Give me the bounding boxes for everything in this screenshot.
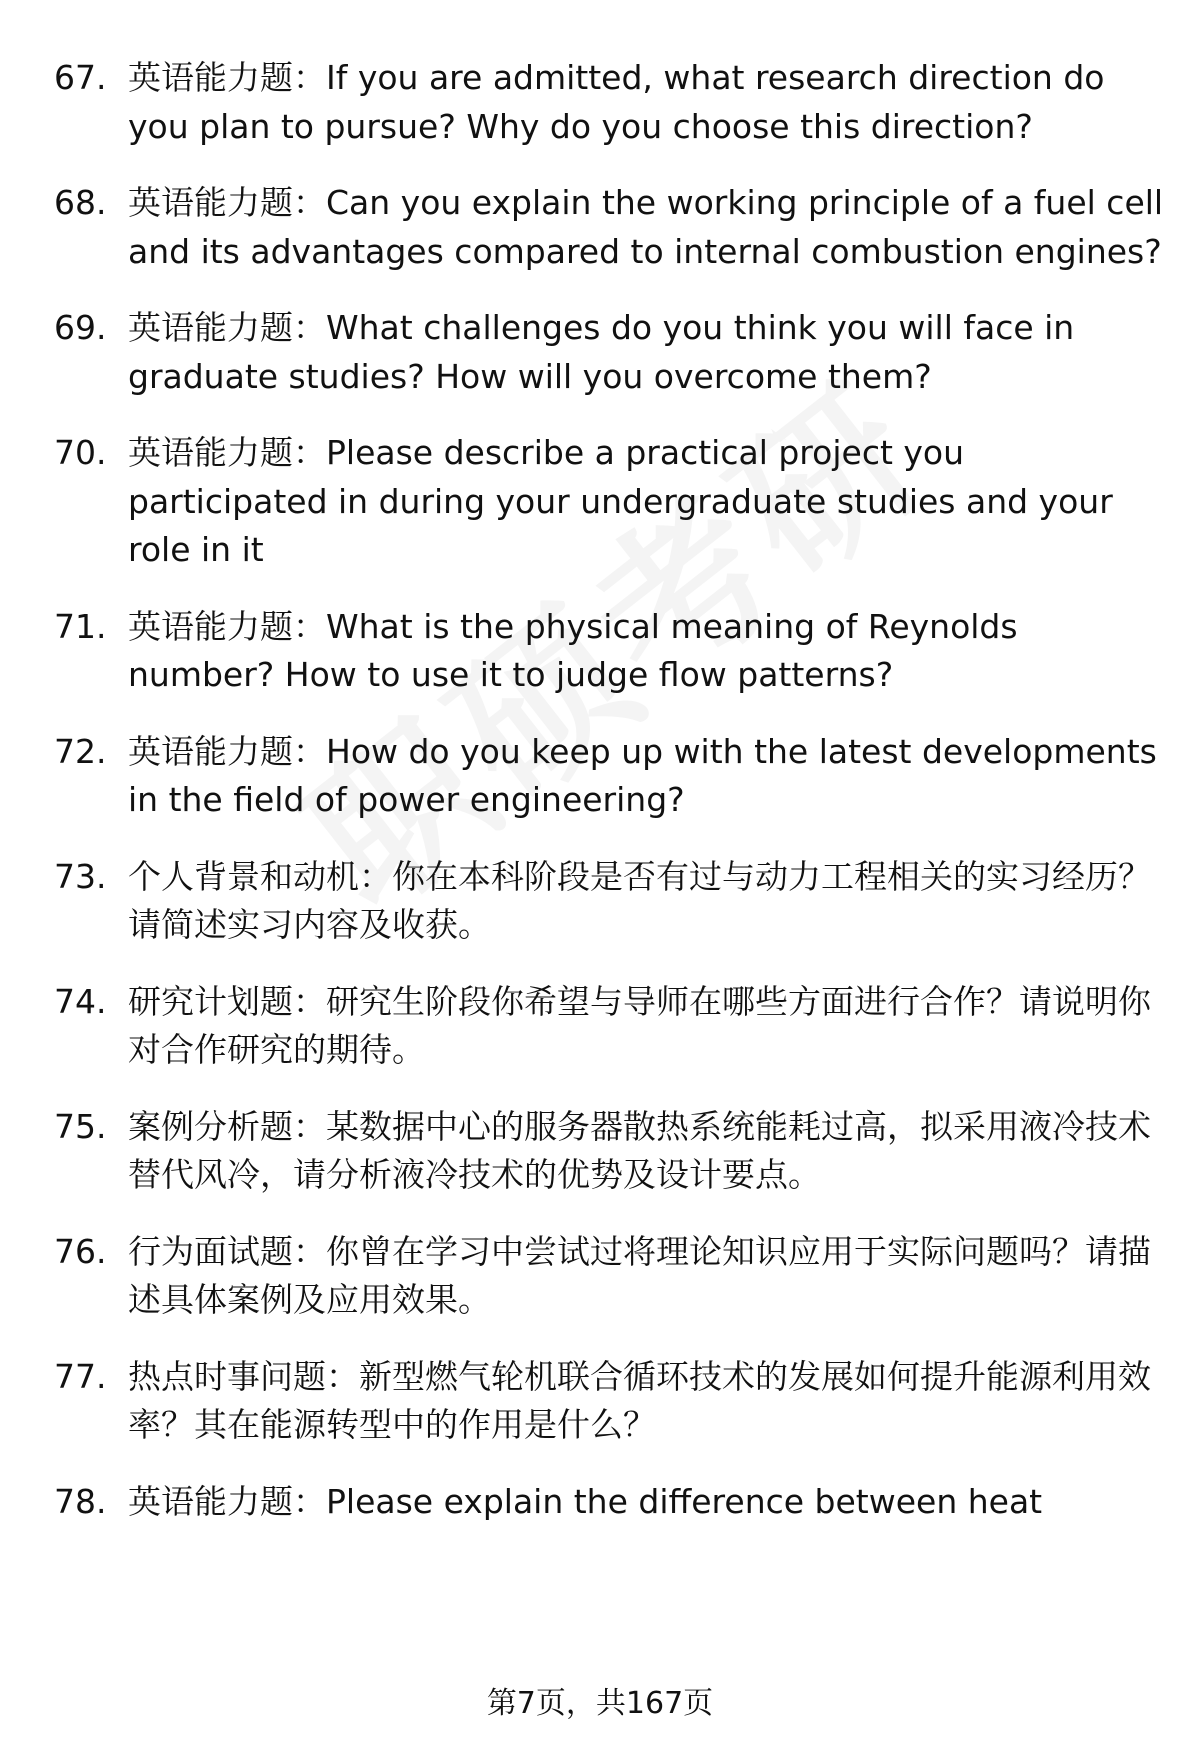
question-item (0, 1103, 1200, 1200)
question-item (0, 304, 1200, 401)
question-item (0, 978, 1200, 1075)
question-text: 英语能力题：If you are admitted, what research direction do you plan to pursue? Why do you choose this direction? (128, 58, 1105, 146)
question-number: 74. (54, 981, 107, 1021)
question-text: 研究计划题：研究生阶段你希望与导师在哪些方面进行合作？请说明你对合作研究的期待。 (128, 981, 1151, 1069)
page-number: 第7页，共167页 (486, 1686, 714, 1721)
question-text: 行为面试题：你曾在学习中尝试过将理论知识应用于实际问题吗？请描述具体案例及应用效果。 (128, 1231, 1151, 1319)
question-text: 英语能力题：Can you explain the working principle of a fuel cell and its advantages compared to internal combustion engines? (128, 183, 1164, 271)
question-number: 68. (54, 183, 107, 222)
question-item (0, 429, 1200, 575)
question-list (0, 54, 1200, 1554)
question-text: 英语能力题：Please explain the difference between heat (128, 1481, 1043, 1521)
question-text: 热点时事问题：新型燃气轮机联合循环技术的发展如何提升能源利用效率？其在能源转型中的作用是什么？ (128, 1356, 1151, 1444)
question-text: 英语能力题：What challenges do you think you will face in graduate studies? How will you overcome them? (128, 308, 1075, 396)
question-number: 77. (54, 1356, 107, 1396)
question-item (0, 603, 1200, 700)
question-number: 75. (54, 1106, 107, 1146)
question-text: 英语能力题：How do you keep up with the latest developments in the field of power engineering? (128, 731, 1157, 819)
question-item (0, 1478, 1200, 1527)
question-number: 72. (54, 731, 107, 771)
question-text: 英语能力题：Please describe a practical project you participated in during your undergraduate studies and your role in it (128, 433, 1113, 569)
question-text: 英语能力题：What is the physical meaning of Reynolds number? How to use it to judge flow patterns? (128, 606, 1018, 694)
question-item (0, 54, 1200, 151)
question-item (0, 853, 1200, 950)
question-number: 71. (54, 606, 107, 646)
question-text: 案例分析题：某数据中心的服务器散热系统能耗过高，拟采用液冷技术替代风冷，请分析液冷技术的优势及设计要点。 (128, 1106, 1151, 1194)
question-number: 69. (54, 308, 107, 347)
question-item (0, 728, 1200, 825)
question-number: 73. (54, 856, 107, 896)
question-number: 76. (54, 1231, 107, 1271)
question-number: 70. (54, 433, 107, 472)
question-item (0, 179, 1200, 276)
question-item (0, 1228, 1200, 1325)
question-number: 78. (54, 1481, 107, 1521)
question-text: 个人背景和动机：你在本科阶段是否有过与动力工程相关的实习经历？请简述实习内容及收获。 (128, 856, 1151, 944)
question-item (0, 1353, 1200, 1450)
question-number: 67. (54, 58, 107, 97)
